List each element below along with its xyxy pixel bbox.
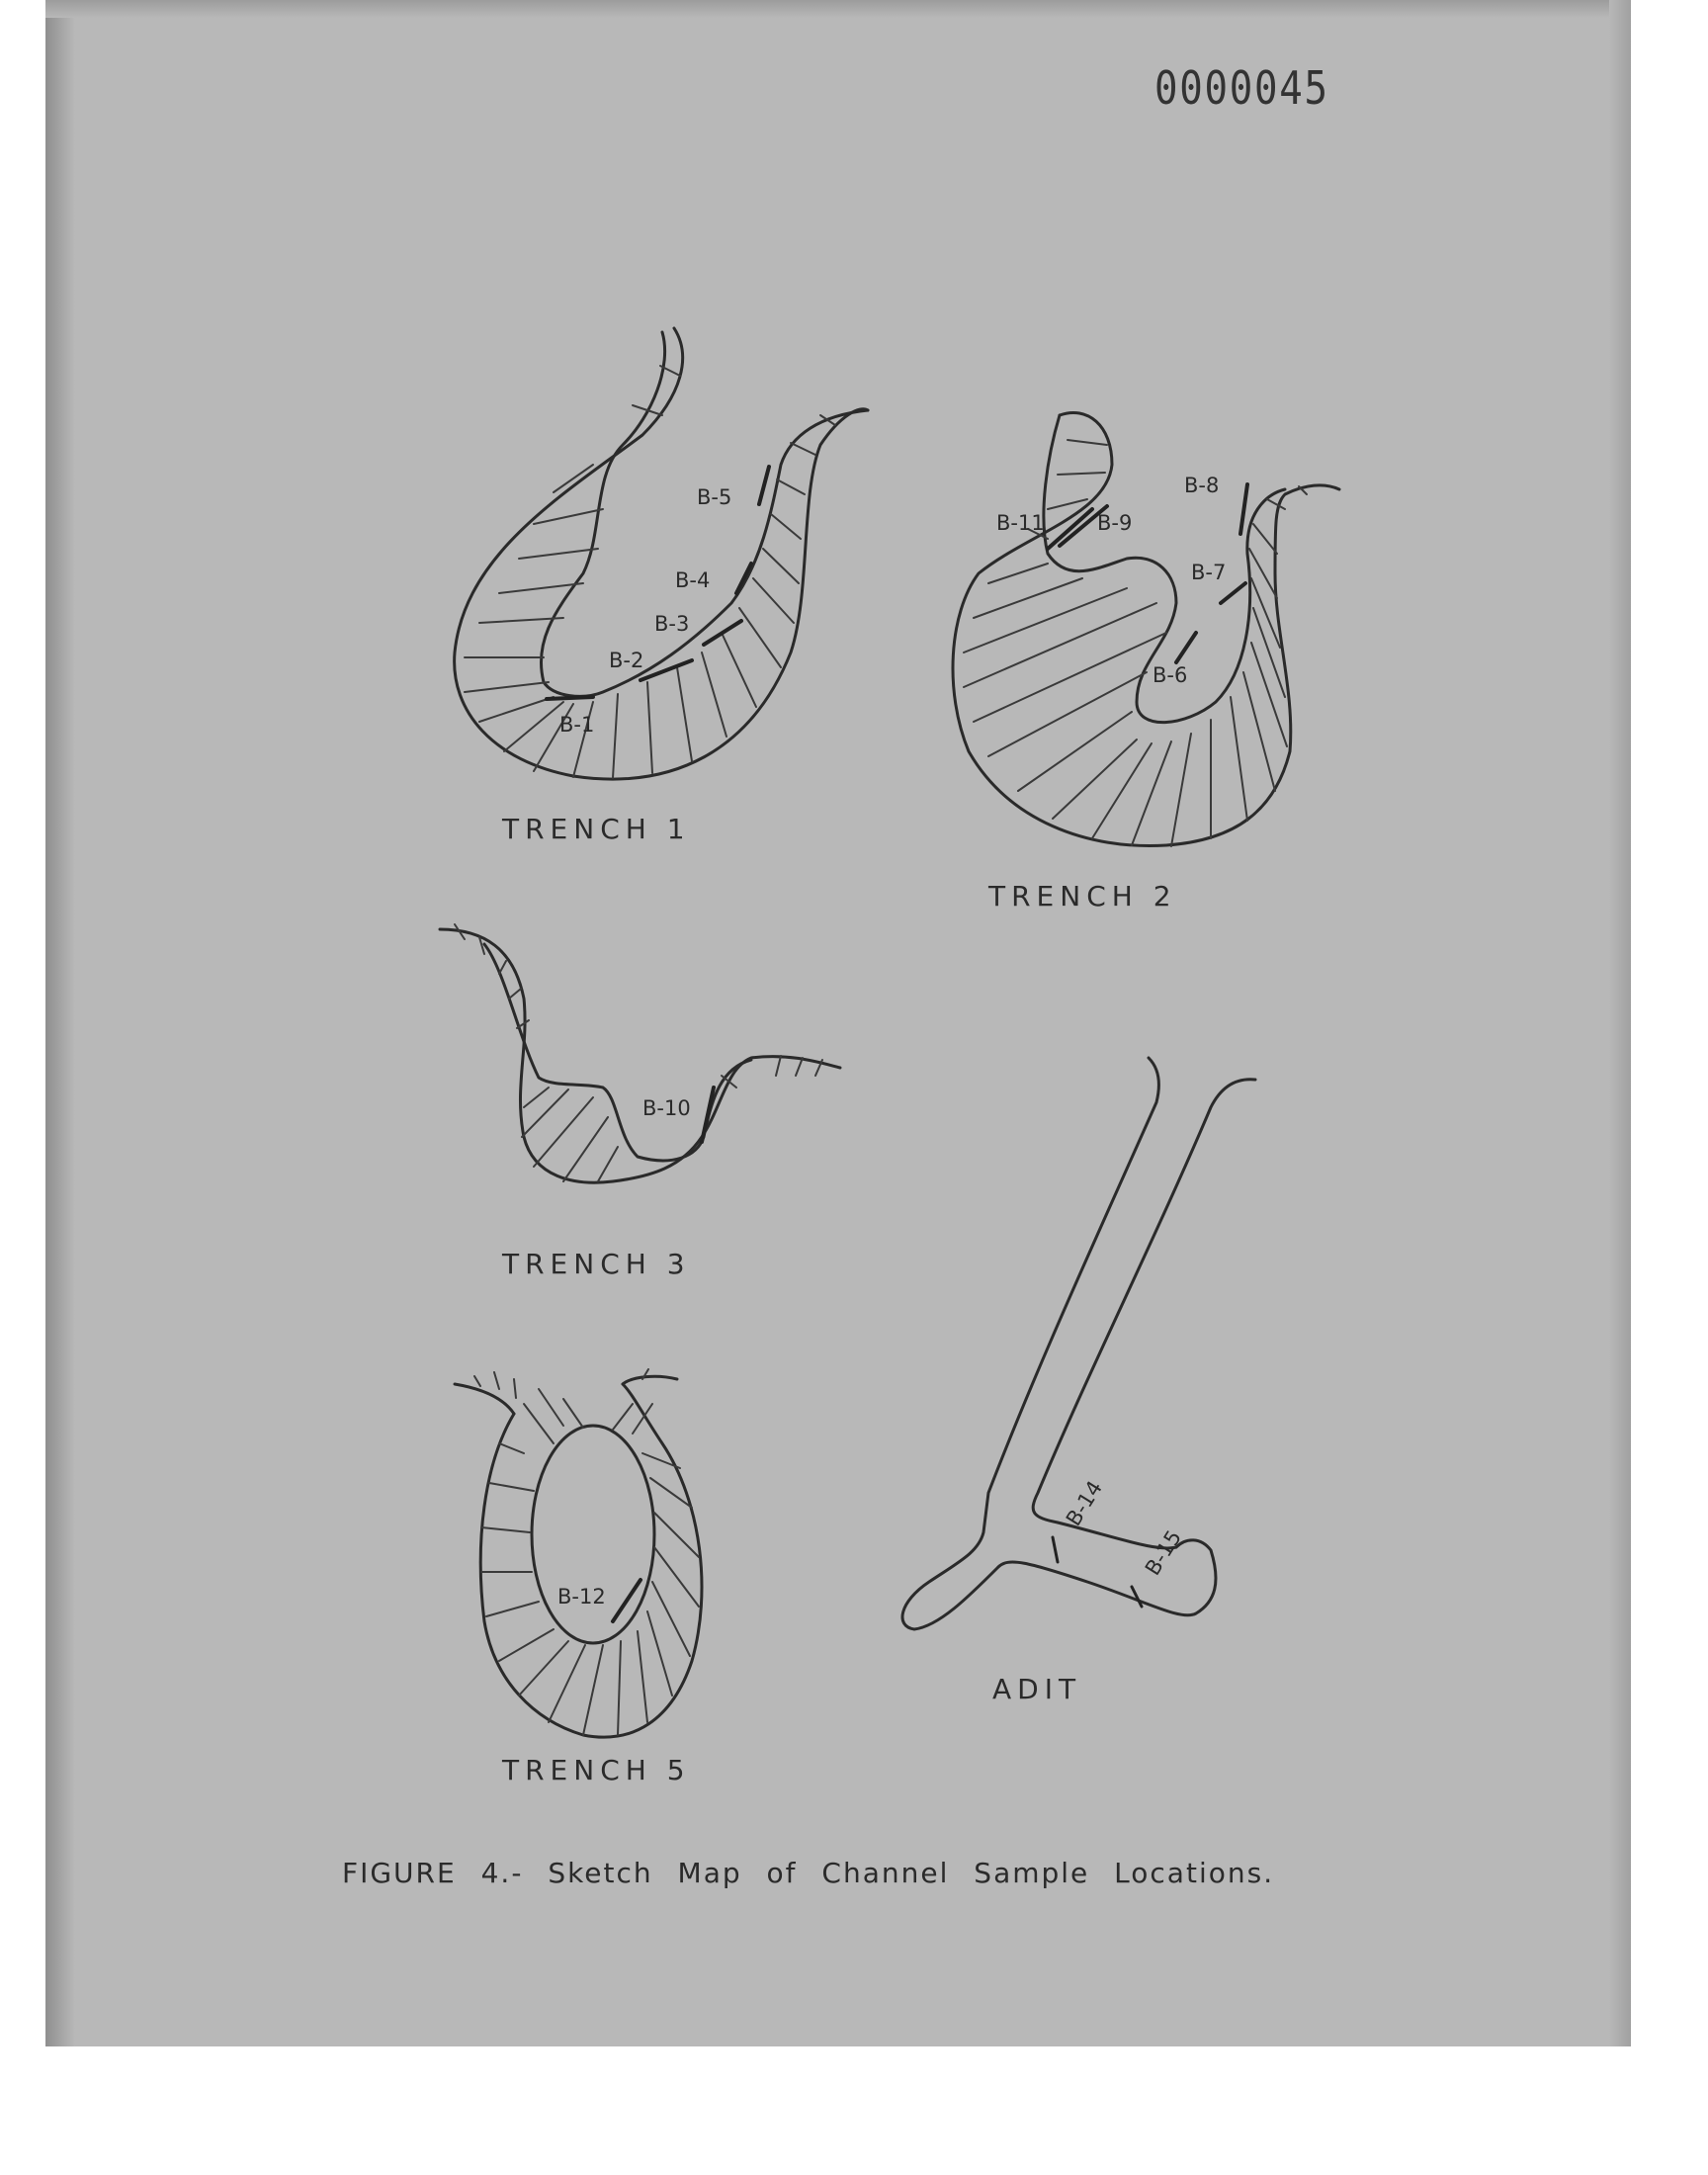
trench-1-sample-bar-b4 — [736, 564, 751, 593]
trench-5-sketch — [455, 1369, 702, 1786]
adit-sketch — [902, 1058, 1255, 1705]
sample-label-b5: B-5 — [697, 485, 732, 509]
sample-label-b7: B-7 — [1191, 561, 1227, 584]
figure-caption: FIGURE 4.- Sketch Map of Channel Sample Locations. — [342, 1857, 1275, 1889]
trench-5-rim-left — [455, 1384, 514, 1414]
trench-2-sample-bar-b8 — [1240, 484, 1247, 534]
document-number: 0000045 — [1154, 61, 1329, 115]
sample-label-b6: B-6 — [1153, 663, 1188, 687]
trench-2-sample-bar-b7 — [1221, 583, 1245, 603]
adit-title: ADIT — [992, 1673, 1082, 1705]
trench-1-inner-outline — [541, 332, 868, 696]
trench-5-rim-right — [623, 1376, 677, 1384]
trench-5-sample-bar-b12 — [613, 1580, 640, 1621]
sample-label-b4: B-4 — [675, 568, 711, 592]
trench-1-outer-outline — [455, 328, 868, 779]
sample-label-b1: B-1 — [559, 713, 595, 737]
trench-2-hatching — [964, 440, 1307, 846]
sample-label-b10: B-10 — [642, 1096, 691, 1120]
trench-3-sample-bar-b10 — [702, 1088, 714, 1142]
trench-3-sketch — [440, 924, 840, 1280]
adit-crosscut — [998, 1540, 1216, 1615]
sample-label-b15: B-15 — [1140, 1525, 1187, 1580]
trench-5-title: TRENCH 5 — [502, 1754, 691, 1786]
trench-2-title: TRENCH 2 — [988, 880, 1177, 913]
adit-sample-bar-b14 — [1053, 1537, 1058, 1562]
sample-label-b2: B-2 — [609, 649, 644, 672]
trench-1-sample-bar-b1 — [547, 697, 593, 699]
sample-label-b12: B-12 — [557, 1585, 606, 1609]
trench-2-outer-outline — [953, 412, 1339, 845]
sample-label-b11: B-11 — [996, 511, 1045, 535]
sample-label-b14: B-14 — [1061, 1476, 1108, 1530]
trench-2-sample-bar-b11 — [1048, 509, 1092, 549]
trench-3-title: TRENCH 3 — [502, 1248, 691, 1280]
adit-sample-bar-b15 — [1132, 1587, 1142, 1607]
sample-label-b3: B-3 — [654, 612, 690, 636]
sample-label-b8: B-8 — [1184, 474, 1220, 497]
trench-1-title: TRENCH 1 — [502, 813, 691, 845]
trench-1-sketch — [455, 328, 868, 845]
trench-2-sketch — [953, 412, 1339, 913]
adit-right-wall — [1033, 1080, 1255, 1548]
trench-5-inner-outline — [532, 1426, 654, 1643]
sample-label-b9: B-9 — [1097, 511, 1133, 535]
adit-left-wall — [902, 1058, 1158, 1629]
trench-2-sample-bar-b6 — [1176, 633, 1196, 662]
trench-1-sample-bar-b5 — [759, 467, 769, 504]
